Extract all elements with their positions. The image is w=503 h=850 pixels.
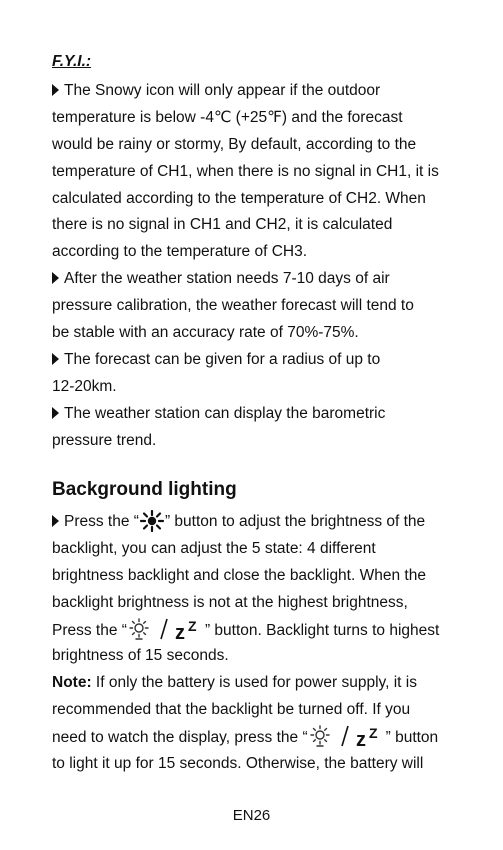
page-number: EN26 [232, 807, 271, 824]
backlight-line: need to watch the display, press the “ z Z ” button [52, 724, 482, 751]
fyi-line: temperature is below -4℃ (+25℉) and the forecast [52, 108, 403, 126]
backlight-line: brightness backlight and close the backlight. When the [52, 566, 426, 584]
fyi-line: there is no signal in CH1 and CH2, it is calculated [52, 216, 393, 234]
fyi-line: temperature of CH1, when there is no signal in CH1, it is [52, 162, 439, 180]
section-heading: Background lighting [52, 479, 237, 500]
backlight-line: brightness of 15 seconds. [52, 647, 229, 665]
backlight-section [52, 509, 482, 778]
fyi-title: F.Y.I.: [52, 53, 92, 70]
svg-text:Z: Z [187, 617, 197, 634]
fyi-line: The Snowy icon will only appear if the outdoor [52, 78, 482, 105]
backlight-line: backlight, you can adjust the 5 state: 4 different [52, 539, 376, 557]
fyi-line: pressure calibration, the weather forecast will tend to [52, 297, 414, 315]
backlight-line: Press the “ z Z ” button. Backlight turns to highest [52, 617, 482, 644]
bullet-arrow-icon [52, 272, 59, 284]
fyi-line: The forecast can be given for a radius of up to [52, 347, 482, 374]
fyi-line: calculated according to the temperature of CH2. When [52, 189, 426, 207]
fyi-line: 12-20km. [52, 377, 117, 395]
svg-text:z: z [174, 621, 185, 641]
backlight-line: to light it up for 15 seconds. Otherwise, the battery will [52, 755, 424, 773]
svg-text:Z: Z [368, 725, 378, 742]
svg-text:z: z [355, 729, 366, 749]
fyi-line: would be rainy or stormy, By default, according to the [52, 135, 417, 153]
bullet-arrow-icon [52, 407, 59, 419]
backlight-line: recommended that the backlight be turned off. If you [52, 701, 411, 719]
note-label: Note: [52, 674, 92, 692]
fyi-line: be stable with an accuracy rate of 70%-75%. [52, 324, 359, 342]
fyi-line: After the weather station needs 7-10 days of air [52, 266, 482, 293]
fyi-line: The weather station can display the barometric [52, 401, 482, 428]
backlight-line: Press the “ ” button to adjust the brightness of the [52, 509, 482, 536]
bullet-arrow-icon [52, 353, 59, 365]
fyi-line: pressure trend. [52, 431, 157, 449]
note-line: Note: If only the battery is used for power supply, it is [52, 674, 417, 692]
fyi-section [52, 78, 482, 454]
bullet-arrow-icon [52, 515, 59, 527]
backlight-line: backlight brightness is not at the highest brightness, [52, 593, 408, 611]
fyi-line: according to the temperature of CH3. [52, 243, 308, 261]
bullet-arrow-icon [52, 84, 59, 96]
